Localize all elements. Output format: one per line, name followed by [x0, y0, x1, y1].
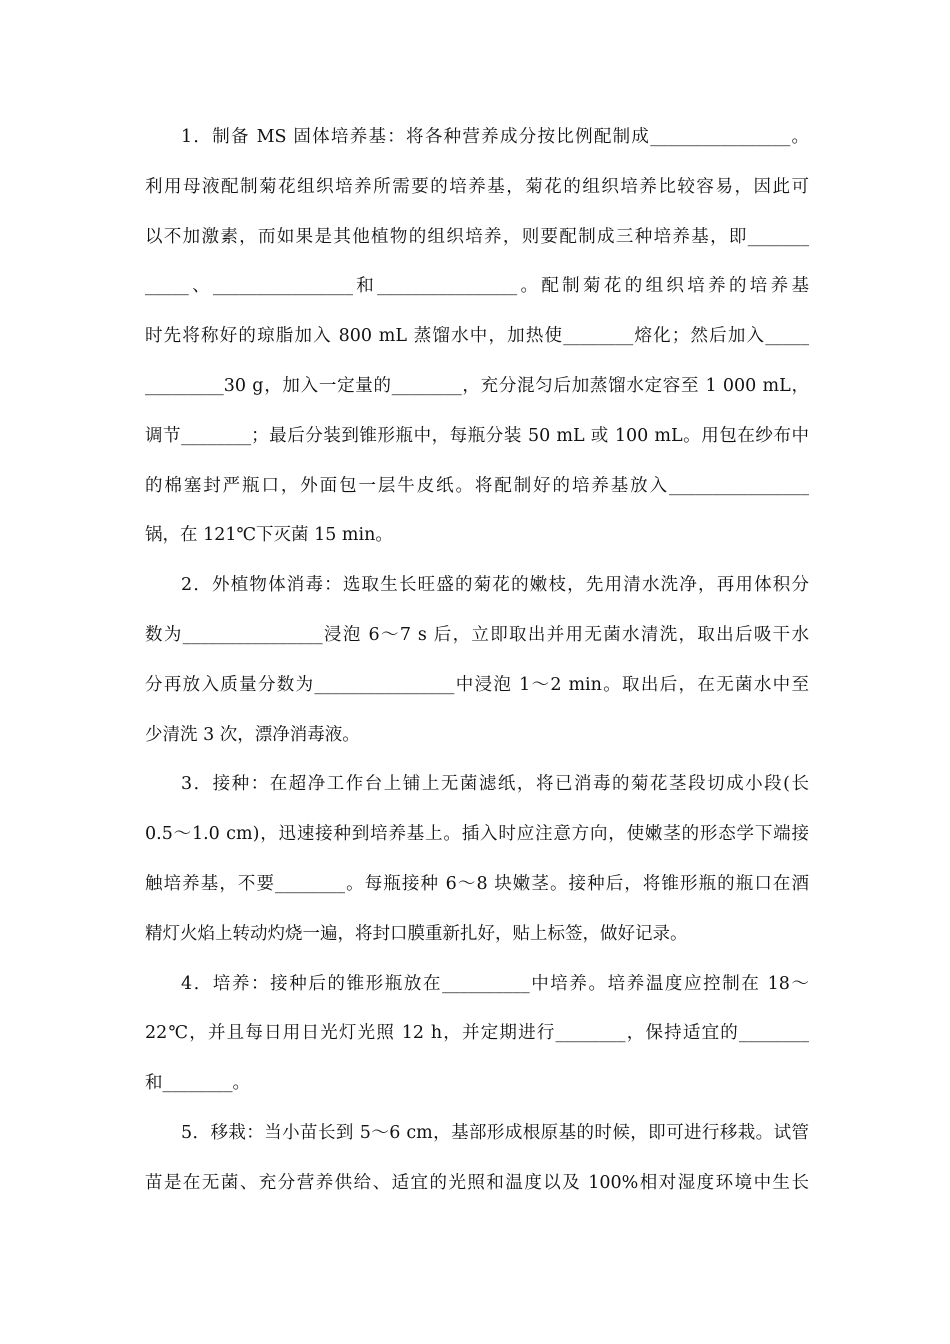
document-body: [145, 117, 809, 1213]
paragraph-line: 时先将称好的琼脂加入 800 mL 蒸馏水中，加热使________熔化；然后加入_____: [145, 326, 809, 347]
paragraph-line: 和________。: [145, 1073, 250, 1094]
paragraph-line: 1．制备 MS 固体培养基：将各种营养成分按比例配制成________________。: [181, 127, 809, 147]
paragraph-line: 22℃，并且每日用日光灯光照 12 h，并定期进行________，保持适宜的________: [145, 1023, 809, 1044]
paragraph-line: 触培养基，不要________。每瓶接种 6～8 块嫩茎。接种后，将锥形瓶的瓶口在酒: [145, 873, 809, 894]
paragraph-line: 4．培养：接种后的锥形瓶放在__________中培养。培养温度应控制在 18～: [181, 973, 809, 994]
paragraph-line: 精灯火焰上转动灼烧一遍，将封口膜重新扎好，贴上标签，做好记录。: [145, 923, 688, 944]
paragraph-line: 0.5～1.0 cm)，迅速接种到培养基上。插入时应注意方向，使嫩茎的形态学下端接: [145, 824, 809, 845]
paragraph-line: 锅，在 121℃下灭菌 15 min。: [145, 525, 393, 546]
paragraph-line: 少清洗 3 次，漂净消毒液。: [145, 724, 360, 745]
paragraph-line: 苗是在无菌、充分营养供给、适宜的光照和温度以及 100%相对湿度环境中生长: [145, 1172, 809, 1193]
paragraph-line: 的棉塞封严瓶口，外面包一层牛皮纸。将配制好的培养基放入________________: [145, 475, 809, 496]
paragraph-line: 分再放入质量分数为________________中浸泡 1～2 min。取出后，在无菌水中至: [145, 674, 809, 695]
paragraph-line: 利用母液配制菊花组织培养所需要的培养基，菊花的组织培养比较容易，因此可: [145, 176, 809, 197]
paragraph-line: _____、________________和________________。配制菊花的组织培养的培养基: [145, 276, 809, 297]
paragraph-line: 5．移栽：当小苗长到 5～6 cm，基部形成根原基的时候，即可进行移栽。试管: [181, 1122, 809, 1143]
paragraph-line: 3．接种：在超净工作台上铺上无菌滤纸，将已消毒的菊花茎段切成小段(长: [181, 774, 809, 795]
paragraph-line: 以不加激素，而如果是其他植物的组织培养，则要配制成三种培养基，即_______: [145, 226, 809, 247]
paragraph-line: _________30 g，加入一定量的________，充分混匀后加蒸馏水定容至 1 000 mL，: [145, 375, 809, 396]
paragraph-line: 数为________________浸泡 6～7 s 后，立即取出并用无菌水清洗，取出后吸干水: [145, 624, 809, 645]
paragraph-line: 2．外植物体消毒：选取生长旺盛的菊花的嫩枝，先用清水洗净，再用体积分: [181, 575, 809, 596]
paragraph-line: 调节________；最后分装到锥形瓶中，每瓶分装 50 mL 或 100 mL。用包在纱布中: [145, 425, 809, 446]
